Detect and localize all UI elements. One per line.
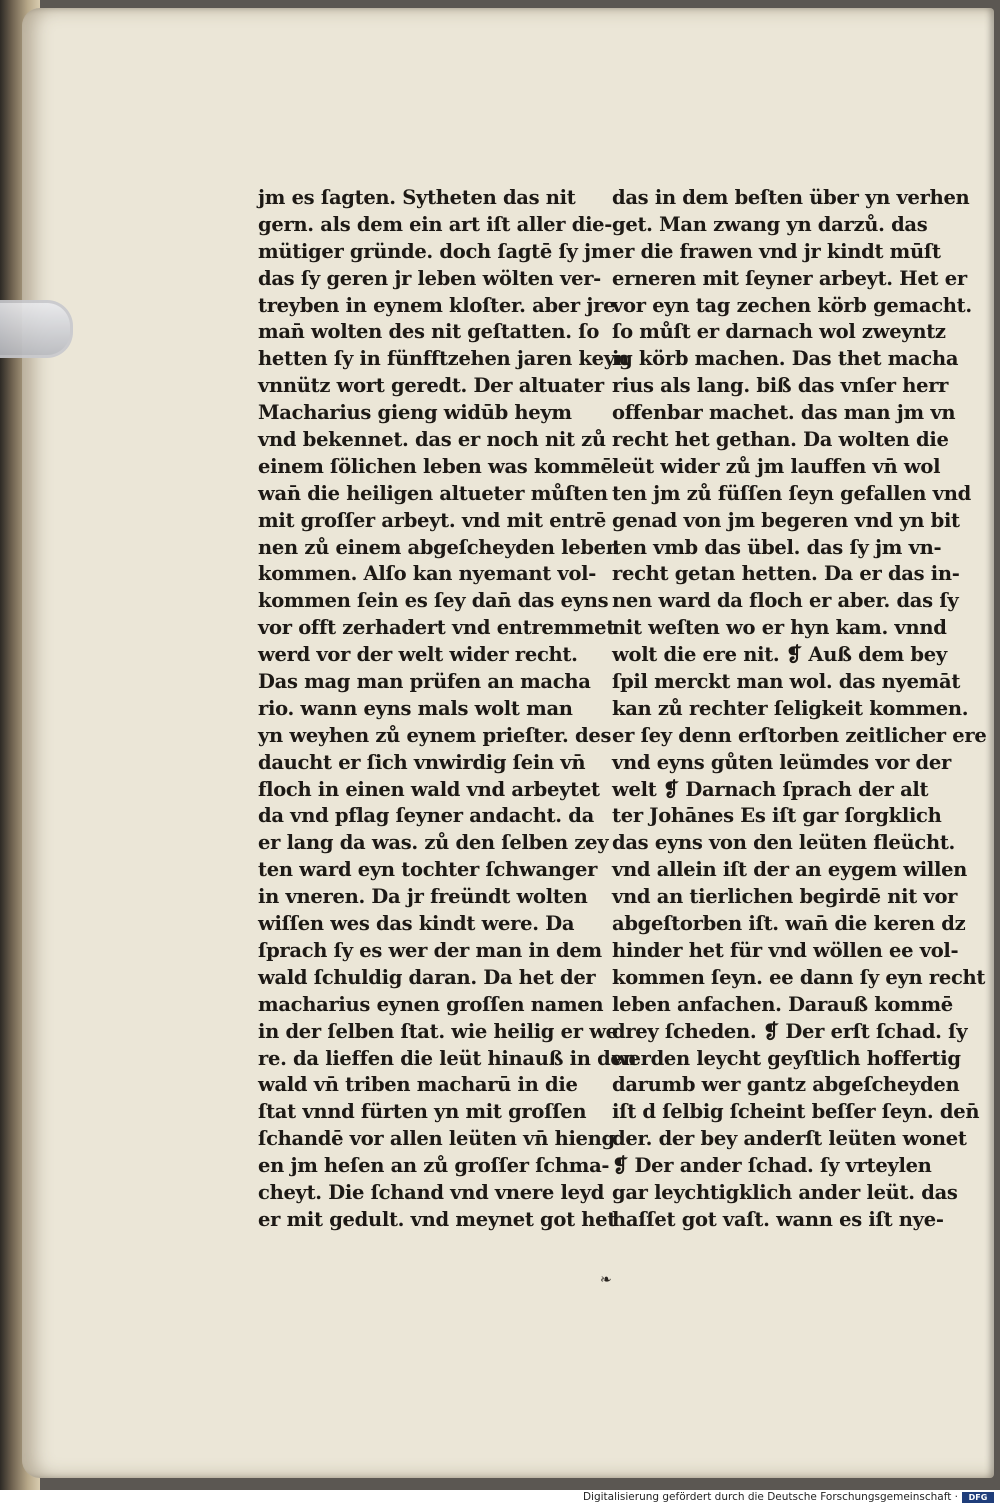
text-line: wald vn̄ triben macharū in die (258, 1073, 578, 1097)
text-line: vnd an tierlichen begirdē nit vor (612, 885, 958, 909)
text-line: en jm heſen an zů groſſer ſchma- (258, 1154, 610, 1178)
text-line: hetten ſy in fünfftzehen jaren keyn (258, 347, 629, 371)
text-line: wald ſchuldig daran. Da het der (258, 965, 596, 989)
text-line: hinder het für vnd wöllen ee vol- (612, 938, 959, 962)
text-line: welt ❡ Darnach ſprach der alt (612, 777, 929, 801)
text-line: darumb wer gantz abgeſcheyden (612, 1073, 960, 1097)
text-line: kan zů rechter ſeligkeit kommen. (612, 696, 969, 720)
text-line: recht het gethan. Da wolten die (612, 428, 949, 452)
text-line: vnnütz wort geredt. Der altuater (258, 374, 604, 398)
text-line: gern. als dem ein art iſt aller die- (258, 212, 613, 236)
left-text-column (258, 185, 637, 1234)
text-line: offenbar machet. das man jm vn (612, 401, 956, 425)
text-line: ❡ Der ander ſchad. ſy vrteylen (612, 1154, 932, 1178)
text-line: nit weſten wo er hyn kam. vnnd (612, 616, 947, 640)
text-line: vnd eyns gůten leümdes vor der (612, 750, 951, 774)
text-line: drey ſcheden. ❡ Der erſt ſchad. ſy (612, 1019, 968, 1043)
text-line: erneren mit ſeyner arbeyt. Het er (612, 266, 967, 290)
text-line: abgeſtorben iſt. wan̄ die keren dz (612, 912, 966, 936)
text-line: in vneren. Da jr freündt wolten (258, 885, 588, 909)
text-line: haſſet got vaſt. wann es iſt nye- (612, 1207, 944, 1231)
text-line: vor offt zerhadert vnd entremmet (258, 616, 615, 640)
text-line: ſchandē vor allen leüten vn̄ hieng (258, 1127, 615, 1151)
text-line: werden leycht geyſtlich hoffertig (612, 1046, 961, 1070)
text-line: floch in einen wald vnd arbeytet (258, 777, 600, 801)
text-line: Macharius gieng widūb heym (258, 401, 572, 425)
text-line: ten vmb das übel. das ſy jm vn- (612, 535, 942, 559)
text-line: ſo můſt er darnach wol zweyntz (612, 320, 946, 344)
text-line: gar leychtigklich ander leüt. das (612, 1180, 958, 1204)
text-line: kommen. Alſo kan nyemant vol- (258, 562, 597, 586)
text-line: er die frawen vnd jr kindt mūſt (612, 239, 941, 263)
text-line: ſpil merckt man wol. das nyemāt (612, 670, 961, 694)
text-line: re. da lieffen die leüt hinauß in den (258, 1046, 637, 1070)
text-line: leüt wider zů jm lauffen vn̄ wol (612, 454, 941, 478)
text-line: vnd bekennet. das er noch nit zů (258, 428, 606, 452)
text-line: ten ward eyn tochter ſchwanger (258, 858, 598, 882)
text-line: nen ward da floch er aber. das ſy (612, 589, 959, 613)
text-line: das eyns von den leüten fleücht. (612, 831, 956, 855)
text-line: da vnd pflag ſeyner andacht. da (258, 804, 594, 828)
text-line: mütiger gründe. doch ſagtē ſy jm (258, 239, 612, 263)
text-line: yn weyhen zů eynem prieſter. des (258, 723, 612, 747)
text-line: rius als lang. biß das vnſer herr (612, 374, 949, 398)
text-line: wolt die ere nit. ❡ Auß dem bey (612, 643, 947, 667)
text-line: der. der bey anderſt leüten wonet (612, 1127, 967, 1151)
text-line: macharius eynen groſſen namen (258, 992, 604, 1016)
text-line: genad von jm begeren vnd yn bit (612, 508, 960, 532)
text-line: leben anfachen. Darauß kommē (612, 992, 953, 1016)
text-line: rio. wann eyns mals wolt man (258, 696, 573, 720)
text-line: wiſſen wes das kindt were. Da (258, 912, 575, 936)
text-line: iſt d ſelbig ſcheint beſſer ſeyn. den̄ (612, 1100, 980, 1124)
text-line: daucht er ſich vnwirdig ſein vn̄ (258, 750, 586, 774)
text-line: ſprach ſy es wer der man in dem (258, 938, 602, 962)
text-line: er ſey denn erſtorben zeitlicher ere (612, 723, 987, 747)
text-line: nen zů einem abgeſcheyden leben (258, 535, 620, 559)
dfg-logo: DFG (962, 1492, 994, 1503)
text-line: ſtat vnnd fürten yn mit groſſen (258, 1100, 587, 1124)
footer-credit: Digitalisierung gefördert durch die Deutsche Forschungsgemeinschaft · (582, 1491, 958, 1503)
text-line: get. Man zwang yn darzů. das (612, 212, 928, 236)
text-line: das ſy geren jr leben wölten ver- (258, 266, 601, 290)
text-line: treyben in eynem kloſter. aber jre (258, 293, 616, 317)
text-line: vnd allein iſt der an eygem willen (612, 858, 968, 882)
text-line: man̄ wolten des nit geſtatten. ſo (258, 320, 600, 344)
text-line: kommen ſeyn. ee dann ſy eyn recht (612, 965, 986, 989)
right-text-column (612, 185, 987, 1234)
text-line: das in dem beſten über yn verhen (612, 186, 970, 209)
text-line: einem ſölichen leben was kommē (258, 454, 613, 478)
text-line: er mit gedult. vnd meynet got het (258, 1207, 616, 1231)
text-line: recht getan hetten. Da er das in- (612, 562, 960, 586)
text-line: wan̄ die heiligen altueter můſten (258, 481, 608, 505)
text-line: ig körb machen. Das thet macha (612, 347, 959, 371)
footer-bar (0, 1490, 1000, 1505)
text-line: cheyt. Die ſchand vnd vnere leyd (258, 1180, 605, 1204)
text-line: er lang da was. zů den ſelben zey (258, 831, 609, 855)
text-line: vor eyn tag zechen körb gemacht. (612, 293, 972, 317)
text-line: in der ſelben ſtat. wie heilig er we (258, 1019, 618, 1043)
text-line: ten jm zů füſſen ſeyn gefallen vnd (612, 481, 971, 505)
text-line: mit groſſer arbeyt. vnd mit entrē (258, 508, 607, 532)
paper-clip (0, 300, 73, 358)
text-line: jm es ſagten. Sytheten das nit (258, 186, 576, 209)
catchword-ornament: ❧ (600, 1272, 612, 1288)
text-line: ter Johānes Es iſt gar ſorgklich (612, 804, 942, 828)
text-line: kommen ſein es ſey dan̄ das eyns (258, 589, 609, 613)
text-line: Das mag man prüfen an macha (258, 670, 591, 694)
text-line: werd vor der welt wider recht. (258, 643, 578, 667)
